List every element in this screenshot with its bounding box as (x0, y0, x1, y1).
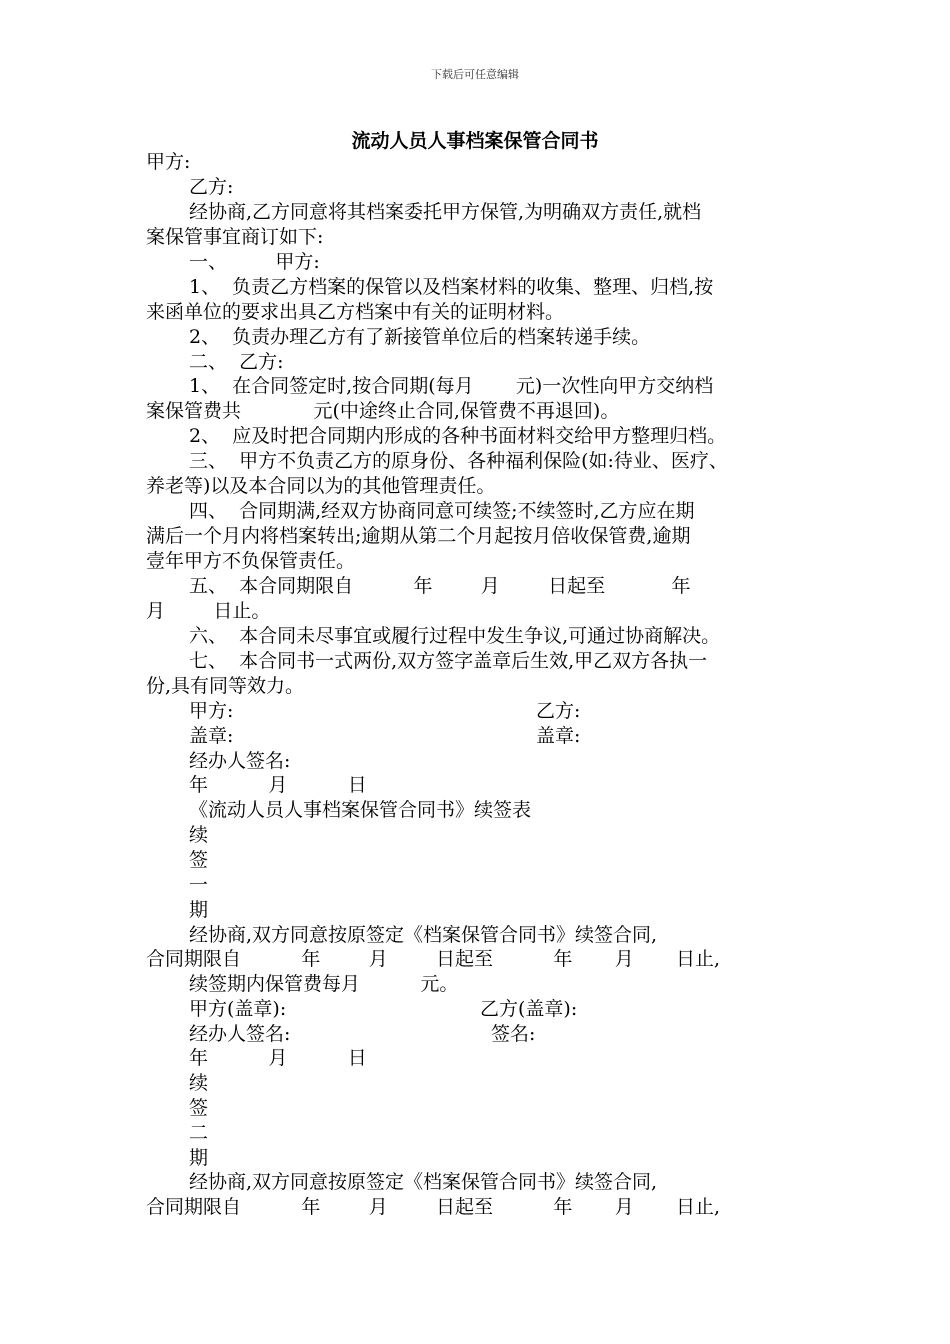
body-line: 合同期限自 年 月 日起至 年 月 日止, (146, 948, 721, 970)
body-line: 1、 在合同签定时,按合同期(每月 元)一次性向甲方交纳档 (189, 375, 714, 397)
page-header-note: 下载后可任意编辑 (431, 68, 519, 81)
handler-signature: 经办人签名: (189, 750, 291, 772)
renewal-party-b-seal: 乙方(盖章): (480, 998, 578, 1020)
body-line: 六、 本合同未尽事宜或履行过程中发生争议,可通过协商解决。 (189, 625, 721, 647)
body-line: 四、 合同期满,经双方协商同意可续签;不续签时,乙方应在期 (189, 500, 695, 522)
document-title: 流动人员人事档案保管合同书 (351, 130, 599, 152)
body-line: 经协商,双方同意按原签定《档案保管合同书》续签合同, (189, 1171, 658, 1193)
renewal-period-label: 续 (189, 824, 209, 846)
body-line: 案保管事宜商订如下: (146, 226, 324, 248)
renewal-period-label: 签 (189, 1097, 209, 1119)
renewal-period-label: 一 (189, 874, 209, 896)
body-line: 2、 应及时把合同期内形成的各种书面材料交给甲方整理归档。 (189, 425, 727, 447)
body-line: 三、 甲方不负责乙方的原身份、各种福利保险(如:待业、医疗、 (189, 450, 728, 472)
body-line: 月 日止。 (146, 600, 271, 622)
body-line: 2、 负责办理乙方有了新接管单位后的档案转递手续。 (189, 326, 651, 348)
party-b-label: 乙方: (189, 176, 234, 198)
section-heading: 二、 乙方: (189, 351, 284, 373)
section-heading: 一、 甲方: (189, 251, 320, 273)
renewal-period-label: 签 (189, 849, 209, 871)
date-line: 年 月 日 (189, 1047, 367, 1069)
signature-party-a: 甲方: (189, 700, 234, 722)
body-line: 续签期内保管费每月 元。 (189, 973, 459, 995)
body-line: 合同期限自 年 月 日起至 年 月 日止, (146, 1196, 721, 1218)
body-line: 壹年甲方不负保管责任。 (146, 550, 356, 572)
signature-party-b: 乙方: (536, 700, 581, 722)
signature-label: 签名: (491, 1023, 536, 1045)
renewal-period-label: 期 (189, 899, 209, 921)
body-line: 1、 负责乙方档案的保管以及档案材料的收集、整理、归档,按 (189, 276, 714, 298)
party-a-label: 甲方: (146, 151, 191, 173)
renewal-table-title: 《流动人员人事档案保管合同书》续签表 (189, 799, 532, 821)
body-line: 份,具有同等效力。 (146, 675, 305, 697)
body-line: 七、 本合同书一式两份,双方签字盖章后生效,甲乙双方各执一 (189, 650, 708, 672)
body-line: 经协商,双方同意按原签定《档案保管合同书》续签合同, (189, 924, 658, 946)
handler-signature: 经办人签名: (189, 1023, 291, 1045)
body-line: 五、 本合同期限自 年 月 日起至 年 (189, 575, 691, 597)
date-line: 年 月 日 (189, 774, 367, 796)
body-line: 养老等)以及本合同以为的其他管理责任。 (146, 475, 496, 497)
seal-party-a: 盖章: (189, 725, 234, 747)
renewal-period-label: 续 (189, 1072, 209, 1094)
body-line: 经协商,乙方同意将其档案委托甲方保管,为明确双方责任,就档 (189, 201, 702, 223)
renewal-period-label: 期 (189, 1147, 209, 1169)
renewal-period-label: 二 (189, 1122, 209, 1144)
body-line: 案保管费共 元(中途终止合同,保管费不再退回)。 (146, 400, 620, 422)
seal-party-b: 盖章: (536, 725, 581, 747)
body-line: 满后一个月内将档案转出;逾期从第二个月起按月倍收保管费,逾期 (146, 525, 691, 547)
body-line: 来函单位的要求出具乙方档案中有关的证明材料。 (146, 301, 565, 323)
renewal-party-a-seal: 甲方(盖章): (189, 998, 287, 1020)
